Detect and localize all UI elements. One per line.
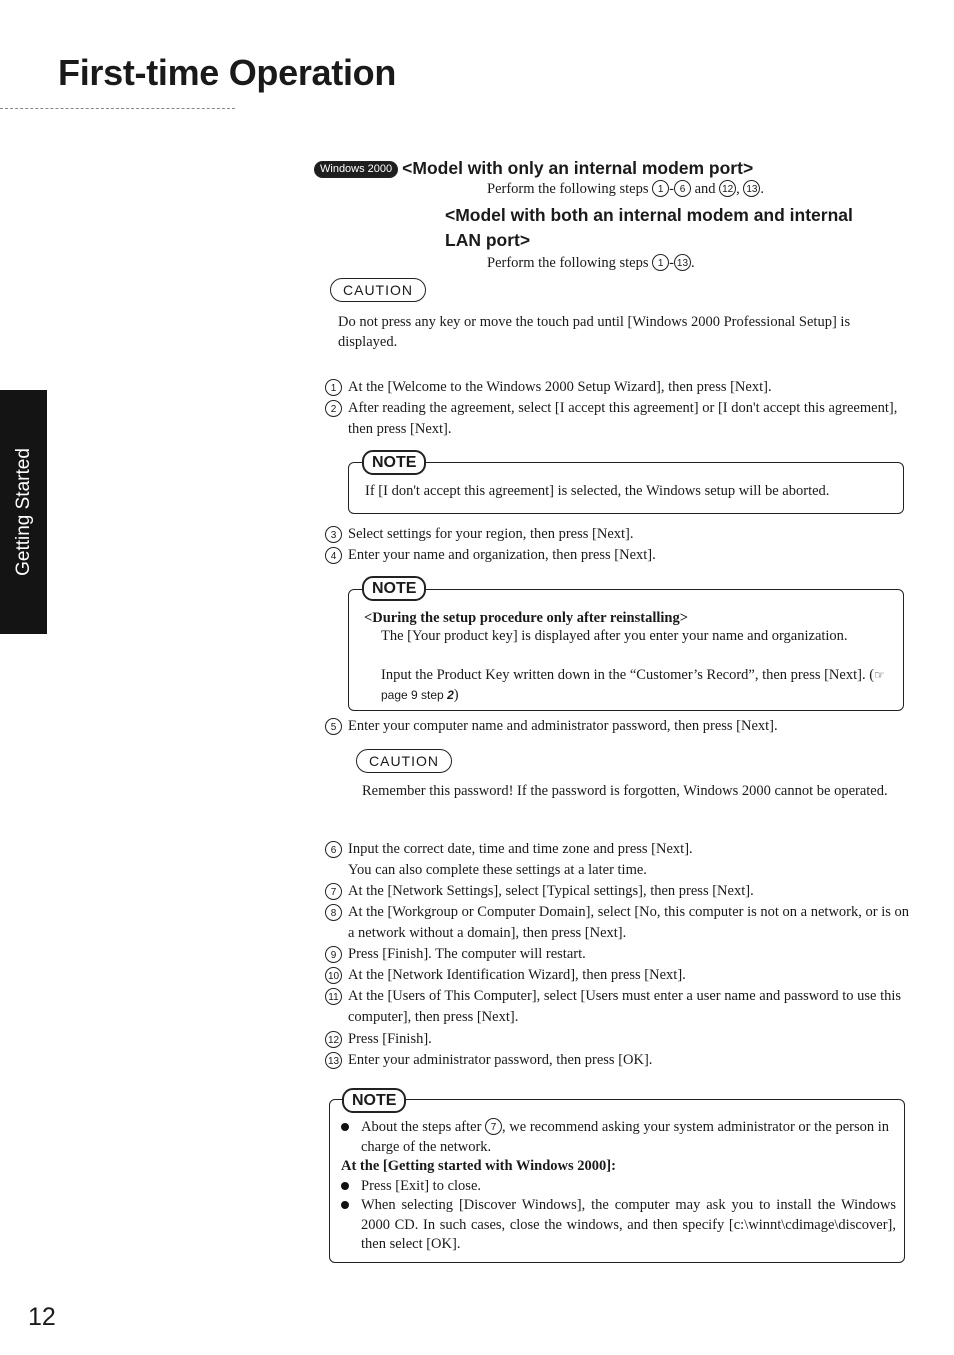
note-badge: NOTE bbox=[362, 450, 426, 475]
step-item-11 bbox=[325, 986, 910, 1028]
page-ref-close: ) bbox=[453, 686, 459, 703]
bullet1-suffix: , we recommend asking your system administrator or the person in charge of the network. bbox=[361, 1119, 890, 1155]
step-item-12 bbox=[325, 1029, 910, 1050]
caution2-block bbox=[356, 749, 452, 773]
step-text: Select settings for your region, then press [Next]. bbox=[348, 526, 634, 542]
title-divider bbox=[0, 108, 235, 109]
section1-and: and bbox=[690, 181, 720, 197]
step-text: At the [Users of This Computer], select [Users must enter a user name and password to use this computer], then press [Next]. bbox=[348, 988, 902, 1025]
step-number: 4 bbox=[325, 547, 342, 564]
note3-bullet-3 bbox=[341, 1196, 896, 1255]
page-ref-text: page 9 step bbox=[381, 687, 448, 702]
note3-bullet3-text: When selecting [Discover Windows], the computer may ask you to install the Windows 2000 CD. In such cases, close the windows, and then specify [c:\winnt\cdimage\discover], then select [OK]. bbox=[361, 1197, 896, 1252]
section1-text: Perform the following steps 1 - 6 and 12 , 13 . bbox=[487, 181, 765, 197]
step-item-8 bbox=[325, 902, 910, 944]
note3-bullet-1 bbox=[341, 1118, 896, 1157]
note2-line2-text: Input the Product Key written down in the “Customer’s Record”, then press [Next]. ( bbox=[381, 667, 875, 683]
note2-line1: The [Your product key] is displayed after you enter your name and organization. bbox=[381, 628, 848, 644]
step-item-13 bbox=[325, 1050, 910, 1071]
step-item-1 bbox=[325, 377, 910, 398]
page-ref-step: 2 bbox=[447, 687, 454, 702]
step-number: 8 bbox=[325, 904, 342, 921]
note1-text: If [I don't accept this agreement] is selected, the Windows setup will be aborted. bbox=[365, 483, 830, 499]
step-item-10 bbox=[325, 965, 910, 986]
note1-box bbox=[348, 462, 904, 514]
step-text: At the [Welcome to the Windows 2000 Setup Wizard], then press [Next]. bbox=[348, 379, 772, 395]
step-subtext: You can also complete these settings at a later time. bbox=[348, 862, 647, 878]
step-text: Press [Finish]. bbox=[348, 1031, 432, 1047]
caution2-text: Remember this password! If the password is forgotten, Windows 2000 cannot be operated. bbox=[362, 783, 888, 799]
note3-bullet2-text: Press [Exit] to close. bbox=[361, 1178, 482, 1194]
bullet-icon bbox=[341, 1182, 349, 1190]
step-text: At the [Network Settings], select [Typical settings], then press [Next]. bbox=[348, 883, 754, 899]
step-ref-7: 7 bbox=[485, 1118, 502, 1135]
caution-badge: CAUTION bbox=[356, 749, 452, 773]
step-text: Input the correct date, time and time zone and press [Next]. bbox=[348, 841, 693, 857]
step-text: Enter your administrator password, then press [OK]. bbox=[348, 1052, 653, 1068]
step-number: 3 bbox=[325, 526, 342, 543]
note-badge: NOTE bbox=[362, 576, 426, 601]
step-ref-13: 13 bbox=[743, 180, 760, 197]
note3-bullet1-text bbox=[361, 1118, 896, 1157]
note2-heading: <During the setup procedure only after reinstalling> bbox=[364, 610, 688, 626]
step-item-3 bbox=[325, 524, 910, 545]
pointer-icon: ☞ bbox=[874, 668, 885, 682]
note3-bullet-2 bbox=[341, 1177, 896, 1197]
step-number: 1 bbox=[325, 379, 342, 396]
step-number: 7 bbox=[325, 883, 342, 900]
section2-text-prefix: Perform the following steps bbox=[487, 255, 653, 271]
bullet-icon bbox=[341, 1201, 349, 1209]
step-ref-12: 12 bbox=[719, 180, 736, 197]
section1-heading: <Model with only an internal modem port> bbox=[402, 158, 754, 178]
step-number: 11 bbox=[325, 988, 342, 1005]
section2-heading-line1: <Model with both an internal modem and internal bbox=[445, 205, 853, 225]
step-ref-1b: 1 bbox=[652, 254, 669, 271]
section2-text: Perform the following steps 1 - 13 . bbox=[487, 255, 695, 271]
page-title: First-time Operation bbox=[58, 52, 397, 93]
step-number: 9 bbox=[325, 946, 342, 963]
note3-subheading: At the [Getting started with Windows 2000]: bbox=[341, 1158, 616, 1174]
section1-heading-row bbox=[314, 158, 753, 179]
note2-box bbox=[348, 589, 904, 711]
step-text: Press [Finish]. The computer will restart. bbox=[348, 946, 586, 962]
step-number: 2 bbox=[325, 400, 342, 417]
step-text: After reading the agreement, select [I accept this agreement] or [I don't accept this agreement], then press [Next]. bbox=[348, 400, 898, 437]
step-item-2 bbox=[325, 398, 910, 440]
step-text: At the [Network Identification Wizard], then press [Next]. bbox=[348, 967, 686, 983]
step-item-7 bbox=[325, 881, 910, 902]
step-text: At the [Workgroup or Computer Domain], select [No, this computer is not on a network, or is on a network without a domain], then press [Next]. bbox=[348, 904, 910, 941]
step-number: 13 bbox=[325, 1052, 342, 1069]
section1-text-prefix: Perform the following steps bbox=[487, 181, 653, 197]
step-text: Enter your name and organization, then press [Next]. bbox=[348, 547, 656, 563]
bullet-icon bbox=[341, 1123, 349, 1131]
step-ref-1: 1 bbox=[652, 180, 669, 197]
step-item-4 bbox=[325, 545, 910, 566]
step-text: Enter your computer name and administrator password, then press [Next]. bbox=[348, 718, 778, 734]
note-badge: NOTE bbox=[342, 1088, 406, 1113]
note2-line2 bbox=[381, 666, 893, 705]
step-number: 5 bbox=[325, 718, 342, 735]
page-number: 12 bbox=[28, 1303, 56, 1331]
step-number: 12 bbox=[325, 1031, 342, 1048]
step-item-5 bbox=[325, 716, 910, 737]
caution1-block bbox=[330, 278, 426, 302]
bullet1-prefix: About the steps after bbox=[361, 1119, 486, 1135]
step-number: 6 bbox=[325, 841, 342, 858]
step-item-9 bbox=[325, 944, 910, 965]
caution1-text: Do not press any key or move the touch pad until [Windows 2000 Professional Setup] is displayed. bbox=[338, 314, 851, 350]
step-ref-13b: 13 bbox=[674, 254, 691, 271]
section2-heading-line2: LAN port> bbox=[445, 230, 531, 250]
side-tab-label: Getting Started bbox=[12, 448, 34, 576]
step-number: 10 bbox=[325, 967, 342, 984]
step-ref-6: 6 bbox=[674, 180, 691, 197]
step-item-6 bbox=[325, 839, 910, 881]
os-badge: Windows 2000 bbox=[314, 161, 398, 178]
caution-badge: CAUTION bbox=[330, 278, 426, 302]
side-tab bbox=[0, 390, 47, 634]
